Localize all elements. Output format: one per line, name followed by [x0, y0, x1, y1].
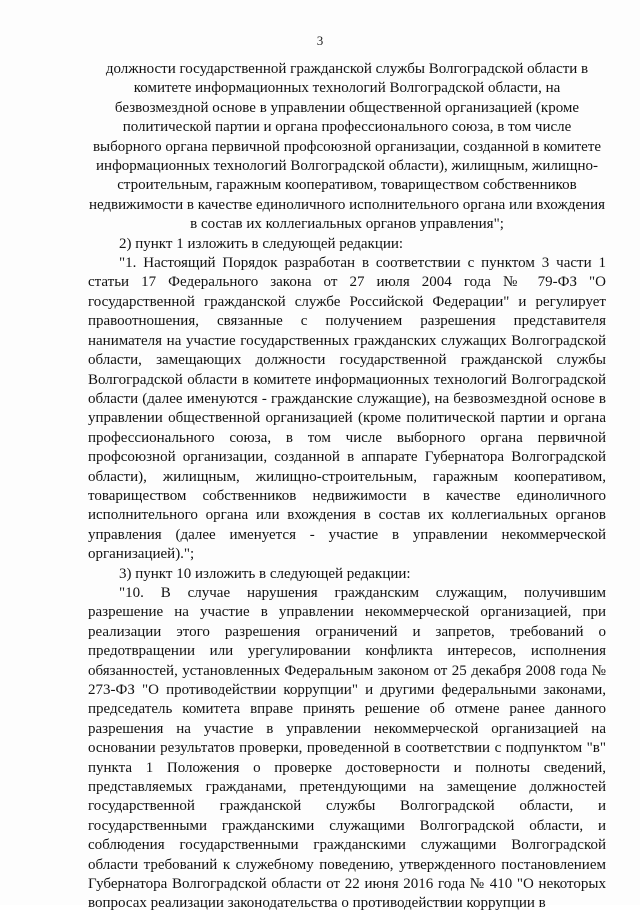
paragraph-item-2: 2) пункт 1 изложить в следующей редакции: [119, 235, 404, 252]
page-number: 3 [316, 33, 324, 48]
document-text [88, 60, 606, 914]
paragraph-clause-10: "10. В случае нарушения гражданским служащим, получившим разрешение на участие в управлении некоммерческой организацией, при реализации этого разрешения ограничений и запретов, требований о предотвращении или урегулировании конфликта интересов, исполнения обязанностей, установленных Федеральным законом от 25 декабря 2008 года № 273-ФЗ "О противодействии коррупции" и другими федеральными законами, председатель комитета вправе принять решение об отмене ранее данного разрешения на участие в управлении некоммерческой организацией на основании результатов проверки, проведенной в соответствии с подпунктом "в" пункта 1 Положения о проверке достоверности и полноты сведений, представляемых гражданами, претендующими на замещение должностей государственной гражданской службы Волгоградской области, и государственными гражданскими служащими Волгоградской области, и соблюдения государственными гражданскими служащими Волгоградской области требований к служебному поведению, утвержденного постановлением Губернатора Волгоградской области от 22 июня 2016 года № 410 "О некоторых вопросах реализации законодательства о противодействии коррупции в [88, 584, 606, 912]
paragraph-item-3: 3) пункт 10 изложить в следующей редакции: [119, 565, 411, 582]
paragraph-continuation: должности государственной гражданской службы Волгоградской области в комитете информационных технологий Волгоградской области, на безвозмездной основе в управлении общественной организацией (кроме политической партии и органа профессионального союза, в том числе выборного органа первичной профсоюзной организации, созданной в комитете информационных технологий Волгоградской области), жилищным, жилищно-строительным, гаражным кооперативом, товариществом собственников недвижимости в качестве единоличного исполнительного органа или вхождения в состав их коллегиальных органов управления"; [88, 61, 606, 233]
paragraph-clause-1: "1. Настоящий Порядок разработан в соответствии с пунктом 3 части 1 статьи 17 Федерального закона от 27 июля 2004 года № 79-ФЗ "О государственной гражданской службе Российской Федерации" и регулирует правоотношения, связанные с получением разрешения представителя нанимателя на участие государственных гражданских служащих Волгоградской области, замещающих должности государственной гражданской службы Волгоградской области в комитете информационных технологий Волгоградской области (далее именуются - гражданские служащие), на безвозмездной основе в управлении общественной организацией (кроме политической партии и органа профессионального союза, в том числе выборного органа первичной профсоюзной организации, созданной в аппарате Губернатора Волгоградской области), жилищным, жилищно-строительным, гаражным кооперативом, товариществом собственников недвижимости в качестве единоличного исполнительного органа или вхождения в состав их коллегиальных органов управления (далее именуется - участие в управлении некоммерческой организацией)."; [88, 255, 606, 563]
